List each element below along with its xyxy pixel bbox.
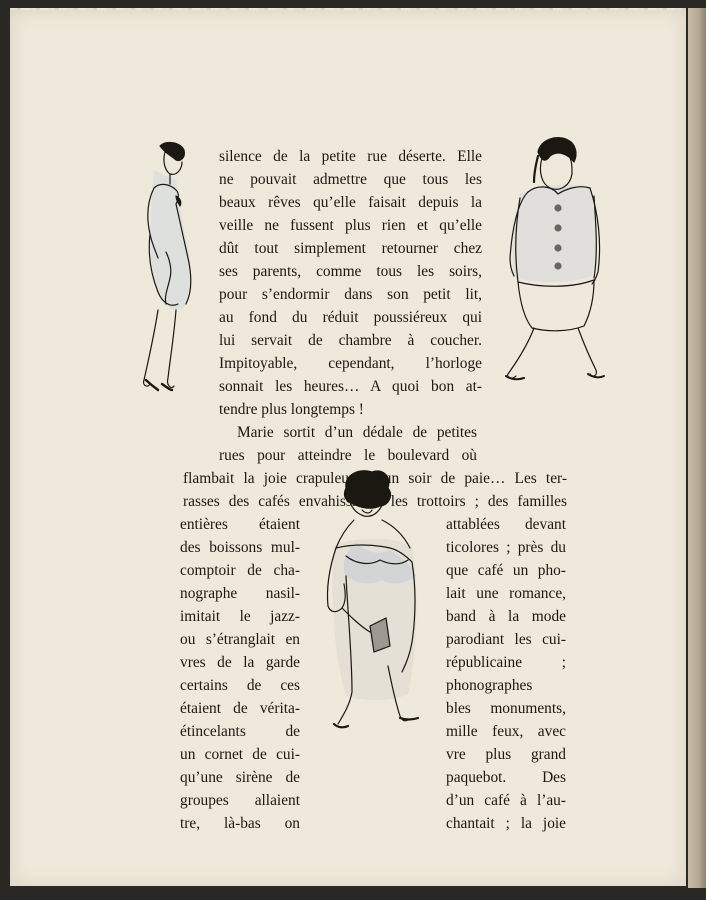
text-line: qu’une sirène de <box>180 769 300 786</box>
text-line: veille ne fussent plus rien et qu’elle <box>219 217 482 234</box>
text-line: tendre plus longtemps ! <box>219 401 364 418</box>
text-line: d’un café à l’au- <box>446 792 566 809</box>
text-line: rasses des cafés envahissaient les trottoirs ; des familles <box>183 493 567 510</box>
text-line: ticolores ; près du <box>446 539 566 556</box>
text-line: attablées devant <box>446 516 566 533</box>
text-line: entières étaient <box>180 516 300 533</box>
text-line: tre, là-bas on <box>180 815 300 832</box>
text-line: paquebot. Des <box>446 769 566 786</box>
text-line: certains de ces <box>180 677 300 694</box>
text-line: Marie sortit d’un dédale de petites <box>237 424 477 441</box>
text-line: pour s’endormir dans son petit lit, <box>219 286 482 303</box>
text-line: des boissons mul- <box>180 539 300 556</box>
text-line: nographe nasil- <box>180 585 300 602</box>
text-line: beaux rêves qu’elle faisait depuis la <box>219 194 482 211</box>
text-line: lait une romance, <box>446 585 566 602</box>
illustration-woman-right <box>498 132 608 388</box>
text-line: étincelants de <box>180 723 300 740</box>
text-line: flambait la joie crapuleuse d’un soir de paie… Les ter- <box>183 470 567 487</box>
text-line: vres de la garde <box>180 654 300 671</box>
text-line: rues pour atteindre le boulevard où <box>219 447 477 464</box>
text-line: band à la mode <box>446 608 566 625</box>
illustration-woman-left <box>136 140 202 394</box>
text-line: étaient de vérita- <box>180 700 300 717</box>
text-line: groupes allaient <box>180 792 300 809</box>
text-line: phonographes <box>446 677 533 694</box>
text-line: dût tout simplement retourner chez <box>219 240 482 257</box>
book-page-edges <box>688 8 706 888</box>
text-line: vre plus grand <box>446 746 566 763</box>
text-line: Impitoyable, cependant, l’horloge <box>219 355 482 372</box>
text-line: ou s’étranglait en <box>180 631 300 648</box>
text-line: républicaine ; <box>446 654 566 671</box>
text-line: silence de la petite rue déserte. Elle <box>219 148 482 165</box>
text-line: au fond du réduit poussiéreux qui <box>219 309 482 326</box>
text-line: lui servait de chambre à coucher. <box>219 332 482 349</box>
text-line: mille feux, avec <box>446 723 566 740</box>
text-line: parodiant les cui- <box>446 631 566 648</box>
text-line: un cornet de cui- <box>180 746 300 763</box>
text-line: comptoir de cha- <box>180 562 300 579</box>
text-line: que café un pho- <box>446 562 566 579</box>
text-line: chantait ; la joie <box>446 815 566 832</box>
text-line: imitait le jazz- <box>180 608 300 625</box>
text-line: bles monuments, <box>446 700 566 717</box>
text-line: ses parents, comme tous les soirs, <box>219 263 482 280</box>
text-line: ne pouvait admettre que tous les <box>219 171 482 188</box>
text-line: sonnait les heures… A quoi bon at- <box>219 378 482 395</box>
